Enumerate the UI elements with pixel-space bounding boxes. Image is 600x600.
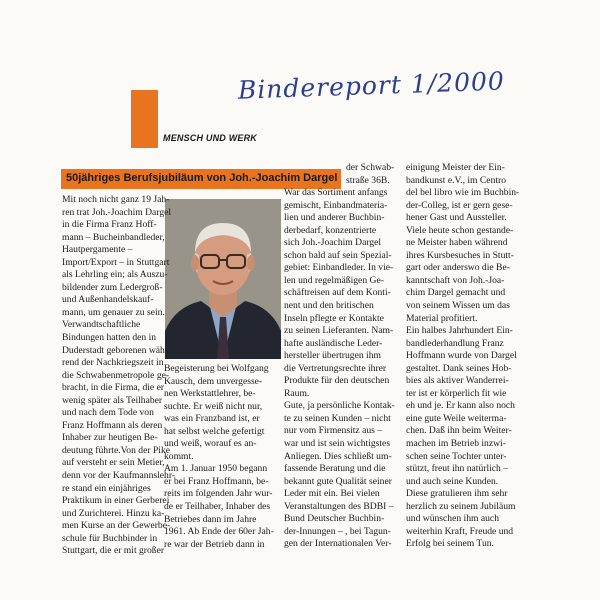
article-line: re stand ein einjähriges	[62, 482, 151, 494]
article-line: weiterhin Kraft, Freude und	[406, 525, 514, 537]
article-line: zu seinen Lieferanten. Nam-	[284, 325, 394, 337]
article-line: chim Dargel gemacht und	[406, 287, 506, 299]
article-line: nen Werkstattlehrer, be-	[164, 388, 256, 400]
article-line: der Schwab-	[346, 162, 395, 173]
article-line: del bel libro wie im Buchbin-	[406, 187, 520, 199]
article-line: hat selbst welche gefertigt	[164, 425, 265, 437]
article-line: fassende Beratung und die	[284, 463, 386, 475]
article-line: Ein halbes Jahrhundert Ein-	[406, 325, 513, 337]
article-line: Inseln pflegte er Kontakte	[284, 312, 384, 324]
article-line: straße 36B.	[346, 174, 390, 186]
article-line: ter ist er körperlich fit wie	[406, 387, 507, 399]
article-line: Viele heute schon gestande-	[406, 224, 514, 236]
article-line: was ein Franzband ist, er	[164, 413, 260, 425]
article-column-2	[164, 363, 274, 551]
article-line: denn vor der Kaufmannslehr-	[62, 470, 176, 482]
article-line: war und ist sein wichtigstes	[284, 438, 391, 450]
article-line: ihres Kursbesuches in Stutt-	[406, 249, 514, 261]
article-line: de er Teilhaber, Inhaber des	[164, 501, 271, 513]
article-line: schule für Buchbinder in	[62, 532, 158, 544]
article-column-1	[62, 194, 175, 558]
article-line: sich Joh.-Joachim Dargel	[284, 237, 382, 249]
article-line: Diese gratulieren ihm sehr	[406, 488, 508, 500]
article-line: und wünschen ihm auch	[406, 513, 499, 525]
article-line: gestaltet. Dank seines Hob-	[406, 362, 512, 374]
article-line: len und regelmäßigen Ge-	[284, 274, 384, 286]
article-line: ren trat Joh.-Joachim Dargel	[62, 206, 172, 218]
article-line: Inhaber zur heutigen Be-	[62, 432, 158, 444]
article-line: und auch seine Kunden.	[406, 475, 499, 487]
portrait-photo	[165, 199, 281, 359]
article-line: Erfolg bei seinem Tun.	[406, 538, 494, 550]
accent-block	[131, 90, 158, 148]
article-column-3	[284, 162, 395, 551]
article-line: kommt.	[164, 450, 194, 462]
article-line: stützt, freut ihn natürlich –	[406, 463, 509, 475]
article-line: bildender zum Ledergroß-	[62, 281, 163, 293]
article-line: und nach dem Tode von	[62, 407, 154, 419]
article-line: reits im folgenden Jahr wur-	[164, 488, 273, 500]
article-line: Verwandtschaftliche	[62, 319, 141, 331]
article-line: kanntschaft von Joh.-Joa-	[406, 274, 505, 286]
article-line: War das Sortiment anfangs	[284, 187, 388, 199]
article-line: und weiß, worauf es an-	[164, 438, 257, 450]
article-line: eh und je. Er kann also noch	[406, 400, 515, 412]
article-line: schen seine Tochter unter-	[406, 450, 507, 462]
article-line: mann, um genauer zu sein.	[62, 306, 165, 318]
article-line: Import/Export – in Stuttgart	[62, 256, 170, 268]
article-line: bandkunst e.V., im Centro	[406, 174, 507, 186]
article-line: suchte. Er weiß nicht nur,	[164, 400, 263, 412]
article-line: gemischt, Einbandmateria-	[284, 199, 388, 211]
article-line: und Außenhandelskauf-	[62, 294, 154, 306]
article-line: Veranstaltungen des BDBI –	[284, 500, 394, 512]
article-line: Duderstadt geborenen wäh-	[62, 344, 169, 356]
article-headline: 50jähriges Berufsjubiläum von Joh.-Joachim Dargel	[66, 172, 338, 184]
article-line: machen im Betrieb inzwi-	[406, 438, 506, 450]
article-line: nent und den britischen	[284, 300, 374, 312]
article-line: schäftreisen auf dem Konti-	[284, 287, 391, 299]
article-line: Am 1. Januar 1950 begann	[164, 463, 268, 475]
article-line: mann – Bucheinbandleder,	[62, 231, 165, 243]
handwritten-note: Bindereport 1/2000	[237, 66, 506, 105]
article-line: derbedarf, konzentrierte	[284, 224, 377, 236]
article-line: hener Gast und Aussteller.	[406, 212, 507, 224]
article-line: der-Colleg, ist er gern gese-	[406, 199, 513, 211]
article-line: die Schwabenmetropole ge-	[62, 369, 170, 381]
article-line: Bindungen hatten den in	[62, 332, 157, 344]
article-line: nur vom Firmensitz aus –	[284, 425, 383, 437]
article-line: und Zurichterei. Hinzu ka-	[62, 507, 165, 519]
article-line: wenig später als Teilhaber	[62, 394, 163, 406]
article-line: bekannt gute Qualität seiner	[284, 475, 392, 487]
article-line: hafte ausländische Leder-	[284, 337, 383, 349]
article-line: Kausch, dem unvergesse-	[164, 375, 263, 387]
article-line: gebiet: Einbandleder. In vie-	[284, 262, 394, 274]
article-line: die Vertretungsrechte ihrer	[284, 362, 387, 374]
article-line: Hautpergamente –	[62, 244, 133, 256]
article-line: Stuttgart, die er mit großer	[62, 545, 165, 557]
article-line: Raum.	[284, 387, 310, 399]
article-line: Bund Deutscher Buchbin-	[284, 513, 385, 525]
article-line: Material profitiert.	[406, 312, 478, 324]
article-line: Franz Hoffmann als deren	[62, 419, 163, 431]
article-line: schon bald auf sein Spezial-	[284, 249, 392, 261]
article-line: Betriebes dann im Jahre	[164, 513, 257, 525]
article-line: auf versteht er sein Metier,	[62, 457, 165, 469]
article-line: von seinem Wissen um das	[406, 300, 510, 312]
article-line: eine gute Weile weiterma-	[406, 412, 507, 424]
article-line: lien und anderer Buchbin-	[284, 212, 385, 224]
article-line: te zu seinen Kunden – nicht	[284, 412, 391, 424]
article-line: men Kurse an der Gewerbe-	[62, 520, 171, 532]
article-line: ne Meister haben während	[406, 237, 508, 249]
article-line: Produkte für den deutschen	[284, 375, 390, 387]
article-line: rend der Nachkriegszeit in	[62, 357, 164, 369]
article-line: deutung führte.Von der Pike	[62, 444, 170, 456]
section-label: MENSCH UND WERK	[163, 133, 257, 143]
article-line: er bei Franz Hoffmann, be-	[164, 475, 269, 487]
article-line: Hoffmann wurde von Dargel	[406, 350, 517, 362]
article-line: der-Innungen – , bei Tagun-	[284, 525, 391, 537]
article-line: Anliegen. Dies schließt um-	[284, 450, 392, 462]
article-line: re war der Betrieb dann in	[164, 538, 265, 550]
article-column-4	[406, 162, 519, 551]
article-line: Praktikum in einer Gerberei	[62, 495, 170, 507]
article-line: gen der Internationalen Ver-	[284, 538, 392, 550]
article-line: bandlederhandlung Franz	[406, 337, 504, 349]
article-line: einigung Meister der Ein-	[406, 162, 505, 173]
article-line: gart oder anderswo die Be-	[406, 262, 510, 274]
article-line: als Lehrling ein; als Auszu-	[62, 269, 168, 281]
article-line: in die Firma Franz Hoff-	[62, 219, 157, 231]
article-line: Begeisterung bei Wolfgang	[164, 363, 269, 374]
article-line: hersteller übertrugen ihm	[284, 350, 381, 362]
article-line: 1961. Ab Ende der 60er Jah-	[164, 526, 274, 538]
article-line: Gute, ja persönliche Kontak-	[284, 400, 395, 412]
article-line: Leder mit ein. Bei vielen	[284, 488, 380, 500]
article-line: Mit noch nicht ganz 19 Jah-	[62, 194, 170, 205]
article-line: bracht, in die Firma, die er	[62, 382, 165, 394]
article-line: chen. Daß ihn beim Weiter-	[406, 425, 512, 437]
article-line: herzlich zu seinem Jubiläum	[406, 500, 516, 512]
article-line: bies als aktiver Wanderrei-	[406, 375, 509, 387]
